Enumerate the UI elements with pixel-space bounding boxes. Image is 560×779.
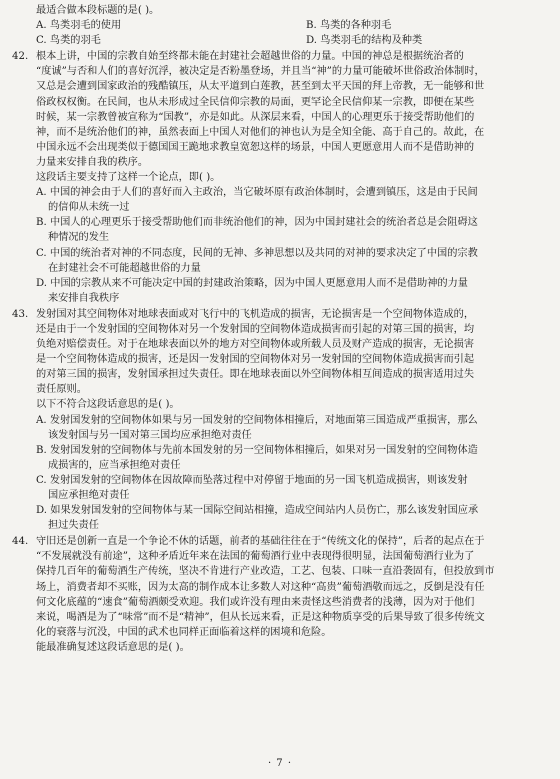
passage-line: 时候，某一宗教曾被宣称为“国教”，亦是如此。从深层来看，中国人的心理更乐于接受帮助他们的: [36, 111, 475, 123]
question-carryover: [12, 3, 546, 48]
option-d[interactable]: D. 中国的宗教从来不可能决定中国的封建政治策略，因为中国人更愿意用人而不是借助神的力量 来安排自我秩序: [36, 277, 468, 304]
option-c[interactable]: C. 鸟类的羽毛: [36, 35, 101, 47]
passage-line: 是一个空间物体造成的损害，还是因一发射国的空间物体对另一发射国的空间物体造成损害而引起: [36, 354, 475, 366]
question-stem: 能最准确复述这段话意思的是( )。: [36, 641, 190, 653]
question-number: 42.: [12, 51, 29, 63]
question-42: [12, 49, 546, 306]
passage-line: 守旧还是创新一直是一个争论不休的话题，前者的基础往往在于“传统文化的保持”，后者的起点在于: [36, 536, 485, 548]
question-44: [12, 534, 546, 655]
page-number: · 7 ·: [267, 757, 293, 769]
passage-line: 力量来安排自我的秩序。: [36, 156, 149, 168]
passage-line: 的对第三国的损害，发射国承担过失责任。即在地球表面以外空间物体相互间造成的损害适用过失: [36, 369, 475, 381]
option-a[interactable]: A. 中国的神会由于人们的喜好而入主政治，当它破坏原有政治体制时，会遭到镇压，这是由于民间 的信仰从未统一过: [36, 187, 478, 214]
question-43: [12, 307, 546, 533]
passage-line: 化的衰落与沉没，中国的武术也同样正面临着这样的困境和危险。: [36, 626, 332, 638]
passage-line: 何文化底蕴的“速食”葡萄酒颇受欢迎。我们或许没有理由来责怪这些消费者的浅薄，因为对于他们: [36, 596, 475, 608]
question-stem: 这段话主要支持了这样一个论点，即( )。: [36, 172, 221, 184]
option-a[interactable]: A. 鸟类羽毛的使用: [36, 20, 122, 32]
passage-line: 神，而不是统治他们的神，虽然表面上中国人对他们的神也认为是全知全能、高于自己的。故此，在: [36, 126, 485, 138]
passage-line: 根本上讲，中国的宗教自始至终都未能在封建社会超越世俗的力量。中国的神总是根据统治者的: [36, 51, 464, 63]
option-b[interactable]: B. 鸟类的各种羽毛: [306, 20, 392, 32]
question-stem: 以下不符合这段话意思的是( )。: [36, 399, 180, 411]
passage-line: “度诚”与否和人们的喜好沉浮，被决定是否粉墨登场，并且当“神”的力量可能破坏世俗政治体制时，: [36, 66, 485, 78]
passage-line: 责任原则。: [36, 384, 87, 396]
passage-line: 俗政权权衡。在民间，也从未形成过全民信仰宗教的局面，更罕论全民信仰某一宗教，即便在某些: [36, 96, 475, 108]
options-grid: [12, 18, 546, 48]
option-a[interactable]: A. 发射国发射的空间物体如果与另一国发射的空间物体相撞后，对地面第三国造成严重损害，那么 该发射国与另一国对第三国均应承担绝对责任: [36, 414, 478, 441]
option-c[interactable]: C. 发射国发射的空间物体在因故障而坠落过程中对停留于地面的另一国飞机造成损害，则该发射 国应承担绝对责任: [36, 474, 468, 501]
option-d[interactable]: D. 鸟类羽毛的结构及种类: [306, 35, 423, 47]
question-number: 43.: [12, 308, 29, 320]
passage-line: 负绝对赔偿责任。对于在地球表面以外的地方对空间物体或所载人员及财产造成的损害，无论损害: [36, 339, 475, 351]
question-stem: 最适合做本段标题的是( )。: [36, 5, 160, 16]
passage-line: 来说，喝酒是为了“味常”而不是“精神”，但从长远来看，正是这种物质享受的后果导致了很多传统文: [36, 611, 485, 623]
passage-line: 发射国对其空间物体对地球表面或对飞行中的飞机造成的损害，无论损害是一个空间物体造成的，: [36, 308, 475, 320]
passage-line: 还是由于一个发射国的空间物体对另一个发射国的空间物体造成损害而引起的对第三国的损害，均: [36, 323, 475, 335]
option-b[interactable]: B. 中国人的心理更乐于接受帮助他们而非统治他们的神，因为中国封建社会的统治者总是会阻碍这 种情况的发生: [36, 217, 478, 244]
option-b[interactable]: B. 发射国发射的空间物体与先前本国发射的另一空间物体相撞后，如果对另一国发射的空间物体造 成损害的，应当承担绝对责任: [36, 444, 478, 471]
passage-line: 保持几百年的葡萄酒生产传统，坚决不肯进行产业改造，工艺、包装、口味一直沿袭固有，但投放到市: [36, 566, 495, 578]
question-number: 44.: [12, 536, 29, 548]
passage-line: “不发展就没有前途”，这种矛盾近年来在法国的葡萄酒行业中表现得很明显，法国葡萄酒行业为了: [36, 551, 475, 563]
passage-line: 场上，消费者却不买账，因为太高的制作成本让多数人对这种“高贵”葡萄酒敬而远之，反倒是没有任: [36, 581, 485, 593]
option-d[interactable]: D. 如果发射国发射的空间物体与某一国际空间站相撞，造成空间站内人员伤亡，那么该发射国应承 担过失责任: [36, 505, 479, 532]
option-c[interactable]: C. 中国的统治者对神的不同态度，民间的无神、多神思想以及共同的对神的要求决定了中国的宗教 在封建社会不可能超越世俗的力量: [36, 247, 478, 274]
passage-line: 又总是会遭到国家政治的残酷镇压，从太平道到白莲教，甚至到太平天国的拜上帝教，无一能够和世: [36, 81, 485, 93]
passage-line: 中国永远不会出现类似于德国国王跪地求教皇宽恕这样的场景，中国人更愿意用人而不是借助神的: [36, 141, 475, 153]
